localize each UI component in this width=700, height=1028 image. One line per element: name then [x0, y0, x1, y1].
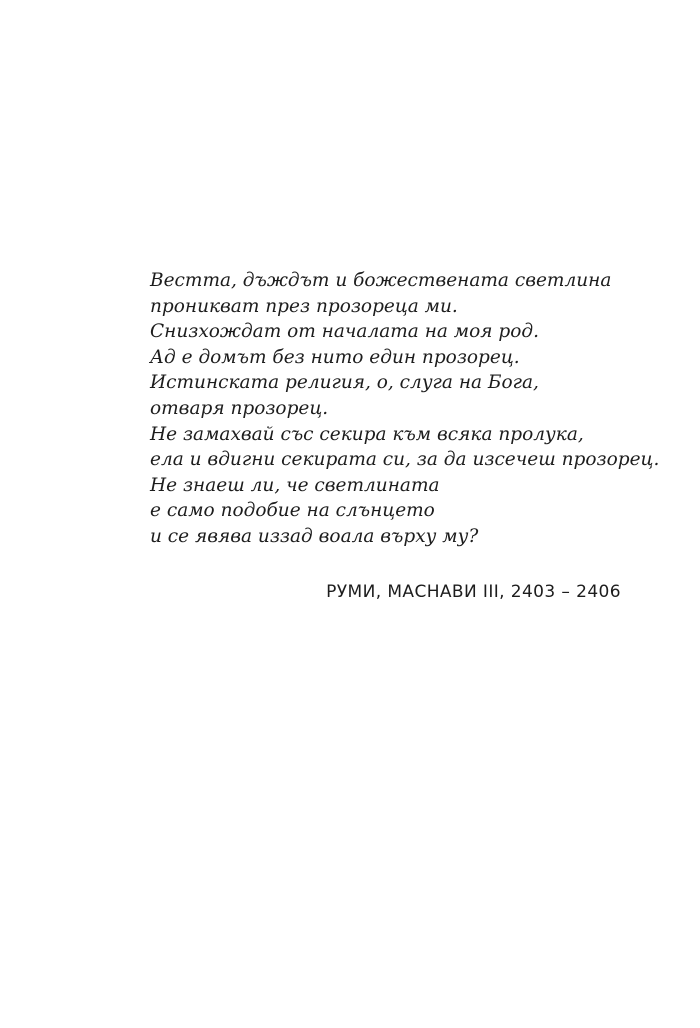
poem-line: е само подобие на слънцето — [150, 500, 435, 522]
poem-line: отваря прозорец. — [150, 397, 329, 419]
poem — [150, 268, 660, 550]
poem-line: Вестта, дъждът и божествената светлина — [150, 270, 612, 291]
poem-line: Снизхождат от началата на моя род. — [150, 321, 539, 343]
poem-line: Не знаеш ли, че светлината — [150, 474, 440, 496]
poem-line: ела и вдигни секирата си, за да изсечеш прозорец. — [150, 449, 660, 471]
poem-line: и се явява иззад воала върху му? — [150, 525, 479, 547]
poem-line: проникват през прозореца ми. — [150, 295, 458, 317]
poem-line: Не замахвай със секира към всяка пролука, — [150, 423, 584, 445]
poem-line: Ад е домът без нито един прозорец. — [150, 346, 520, 368]
epigraph-attribution: РУМИ, МАСНАВИ III, 2403 – 2406 — [326, 582, 621, 602]
epigraph — [150, 268, 660, 550]
poem-line: Истинската религия, о, слуга на Бога, — [150, 372, 539, 394]
